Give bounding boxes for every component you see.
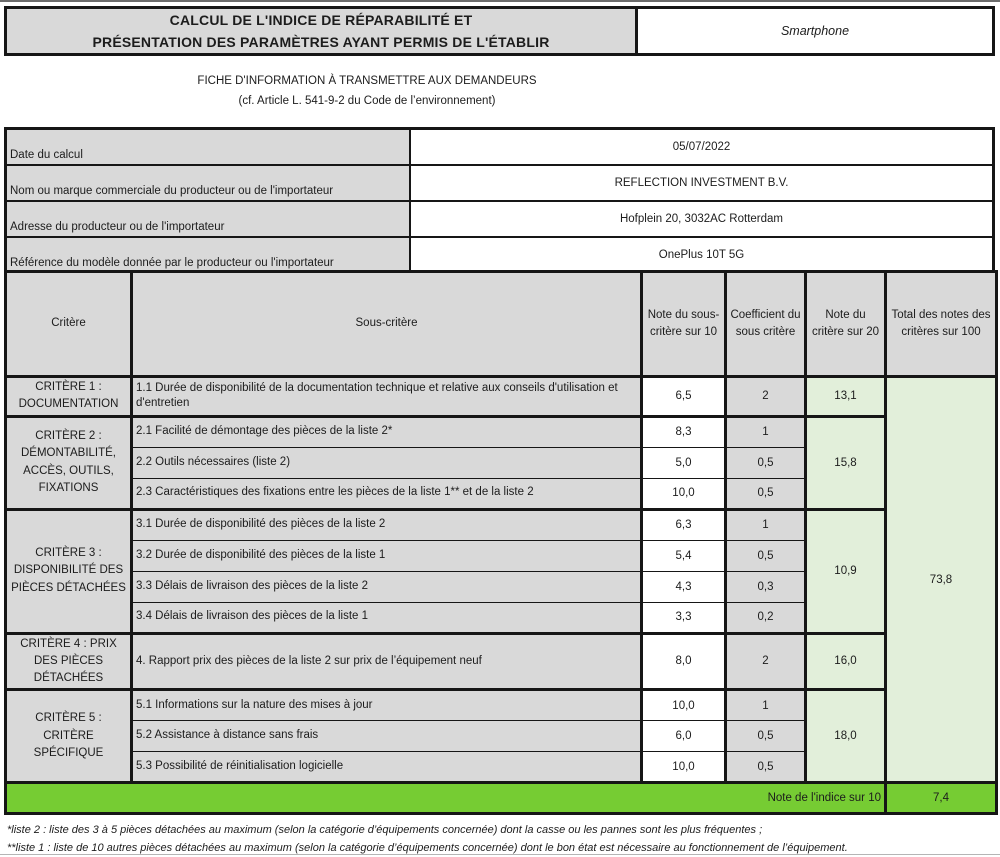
info-value-model: OnePlus 10T 5G	[410, 237, 994, 274]
subcriterion-4-note: 8,0	[642, 633, 726, 690]
subcriterion-3-4-label: 3.4 Délais de livraison des pièces de la liste 1	[132, 602, 642, 633]
info-row-model	[6, 237, 994, 274]
product-category-box	[638, 6, 995, 56]
info-value-date: 05/07/2022	[410, 129, 994, 166]
criterion-1-name: CRITÈRE 1 : DOCUMENTATION	[6, 377, 132, 417]
page-title-line-1: CALCUL DE L'INDICE DE RÉPARABILITÉ ET	[169, 11, 473, 28]
index-score-row	[6, 783, 997, 814]
col-header-note-critere: Note du critère sur 20	[806, 272, 886, 377]
subcriterion-1-1-coef: 2	[726, 377, 806, 417]
subtitle-line-1: FICHE D'INFORMATION À TRANSMETTRE AUX DEMANDEURS	[197, 75, 537, 87]
footnote-liste-1: **liste 1 : liste de 10 autres pièces détachées au maximum (selon la catégorie d’équipements concernée) dont le bon état est nécessaire au fonctionnement de l’équipement.	[7, 842, 848, 855]
subcriterion-3-1-label: 3.1 Durée de disponibilité des pièces de la liste 2	[132, 509, 642, 540]
total-score-100: 73,8	[886, 377, 997, 783]
subcriterion-2-1-coef: 1	[726, 416, 806, 447]
subcriterion-5-1-label: 5.1 Informations sur la nature des mises à jour	[132, 690, 642, 721]
subcriterion-3-3-note: 4,3	[642, 571, 726, 602]
score-table-header-row	[6, 272, 997, 377]
col-header-total: Total des notes des critères sur 100	[886, 272, 997, 377]
table-row	[6, 509, 997, 540]
criterion-4-name: CRITÈRE 4 : PRIX DES PIÈCES DÉTACHÉES	[6, 633, 132, 690]
info-label-date: Date du calcul	[6, 129, 411, 166]
subcriterion-5-3-coef: 0,5	[726, 752, 806, 783]
subcriterion-3-4-coef: 0,2	[726, 602, 806, 633]
producer-info-table	[4, 127, 995, 275]
criterion-5-note20: 18,0	[806, 690, 886, 783]
subcriterion-2-3-note: 10,0	[642, 478, 726, 509]
criterion-3-note20: 10,9	[806, 509, 886, 633]
subcriterion-2-2-coef: 0,5	[726, 447, 806, 478]
subcriterion-4-label: 4. Rapport prix des pièces de la liste 2 sur prix de l’équipement neuf	[132, 633, 642, 690]
criterion-4-note20: 16,0	[806, 633, 886, 690]
subcriterion-2-1-note: 8,3	[642, 416, 726, 447]
subcriterion-5-2-label: 5.2 Assistance à distance sans frais	[132, 721, 642, 752]
subcriterion-3-3-coef: 0,3	[726, 571, 806, 602]
subtitle-line-2: (cf. Article L. 541-9-2 du Code de l’environnement)	[238, 95, 496, 108]
col-header-critere: Critère	[6, 272, 132, 377]
document-subtitle	[0, 71, 734, 111]
info-value-address: Hofplein 20, 3032AC Rotterdam	[410, 201, 994, 237]
table-row	[6, 690, 997, 721]
subcriterion-3-2-note: 5,4	[642, 540, 726, 571]
scan-edge-artifact-top	[0, 0, 1000, 2]
index-score-label: Note de l'indice sur 10	[6, 783, 886, 814]
subcriterion-3-3-label: 3.3 Délais de livraison des pièces de la liste 2	[132, 571, 642, 602]
info-label-model: Référence du modèle donnée par le producteur ou l'importateur	[6, 237, 411, 274]
criterion-1-note20: 13,1	[806, 377, 886, 417]
subcriterion-2-3-label: 2.3 Caractéristiques des fixations entre les pièces de la liste 1** et de la liste 2	[132, 478, 642, 509]
subcriterion-5-1-coef: 1	[726, 690, 806, 721]
subcriterion-5-3-note: 10,0	[642, 752, 726, 783]
subcriterion-5-2-note: 6,0	[642, 721, 726, 752]
subcriterion-3-4-note: 3,3	[642, 602, 726, 633]
table-row	[6, 416, 997, 447]
product-category-label: Smartphone	[780, 24, 850, 38]
subcriterion-1-1-label: 1.1 Durée de disponibilité de la documentation technique et relative aux conseils d'utilisation et d'entretien	[132, 377, 642, 417]
footnote-liste-2: *liste 2 : liste des 3 à 5 pièces détachées au maximum (selon la catégorie d’équipements concernée) dont la casse ou les pannes sont les plus fréquentes ;	[7, 824, 763, 836]
info-label-address: Adresse du producteur ou de l'importateur	[6, 201, 411, 237]
subcriterion-2-2-label: 2.2 Outils nécessaires (liste 2)	[132, 447, 642, 478]
document-header	[4, 6, 995, 56]
info-row-producer	[6, 165, 994, 201]
page-title-line-2: PRÉSENTATION DES PARAMÈTRES AYANT PERMIS DE L'ÉTABLIR	[92, 34, 550, 50]
footnotes	[7, 821, 995, 857]
info-value-producer: REFLECTION INVESTMENT B.V.	[410, 165, 994, 201]
criterion-5-name: CRITÈRE 5 : CRITÈRE SPÉCIFIQUE	[6, 690, 132, 783]
subcriterion-5-1-note: 10,0	[642, 690, 726, 721]
info-row-date	[6, 129, 994, 166]
subcriterion-4-coef: 2	[726, 633, 806, 690]
col-header-note-sous-critere: Note du sous-critère sur 10	[642, 272, 726, 377]
criterion-2-note20: 15,8	[806, 416, 886, 509]
subcriterion-1-1-note: 6,5	[642, 377, 726, 417]
subcriterion-2-2-note: 5,0	[642, 447, 726, 478]
page-title-box	[4, 6, 638, 56]
info-label-producer: Nom ou marque commerciale du producteur ou de l'importateur	[6, 165, 411, 201]
subcriterion-3-2-label: 3.2 Durée de disponibilité des pièces de la liste 1	[132, 540, 642, 571]
table-row	[6, 633, 997, 690]
subcriterion-3-1-coef: 1	[726, 509, 806, 540]
scan-edge-artifact-bottom	[0, 854, 1000, 855]
col-header-sous-critere: Sous-critère	[132, 272, 642, 377]
subcriterion-2-3-coef: 0,5	[726, 478, 806, 509]
col-header-coefficient: Coefficient du sous critère	[726, 272, 806, 377]
repairability-score-table	[4, 270, 998, 815]
criterion-3-name: CRITÈRE 3 : DISPONIBILITÉ DES PIÈCES DÉTACHÉES	[6, 509, 132, 633]
subcriterion-5-2-coef: 0,5	[726, 721, 806, 752]
criterion-2-name: CRITÈRE 2 : DÉMONTABILITÉ, ACCÈS, OUTILS, FIXATIONS	[6, 416, 132, 509]
table-row	[6, 377, 997, 417]
subcriterion-3-1-note: 6,3	[642, 509, 726, 540]
info-row-address	[6, 201, 994, 237]
subcriterion-3-2-coef: 0,5	[726, 540, 806, 571]
index-score-value: 7,4	[886, 783, 997, 814]
subcriterion-5-3-label: 5.3 Possibilité de réinitialisation logicielle	[132, 752, 642, 783]
subcriterion-2-1-label: 2.1 Facilité de démontage des pièces de la liste 2*	[132, 416, 642, 447]
